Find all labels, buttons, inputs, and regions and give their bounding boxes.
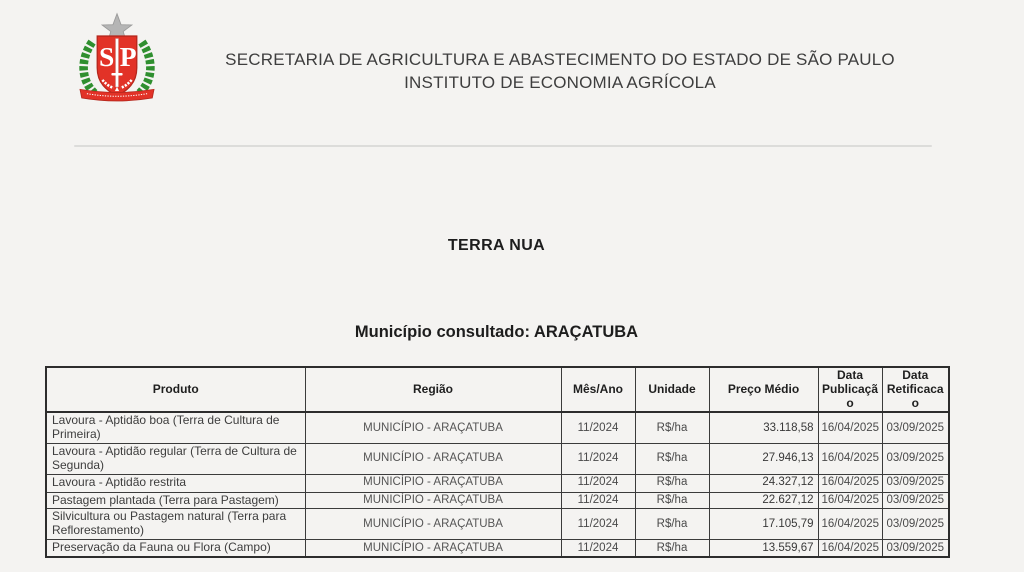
cell-unidade: R$/ha xyxy=(635,539,709,557)
org-header xyxy=(100,48,1020,94)
cell-data-publicacao: 16/04/2025 xyxy=(818,443,882,474)
col-header-data-publicacao: Data Publicação xyxy=(818,367,882,412)
table-row xyxy=(46,443,949,474)
cell-regiao: MUNICÍPIO - ARAÇATUBA xyxy=(305,412,561,443)
cell-preco-medio: 27.946,13 xyxy=(709,443,818,474)
cell-mes-ano: 11/2024 xyxy=(561,412,635,443)
cell-data-retificacao: 03/09/2025 xyxy=(882,492,949,509)
cell-preco-medio: 17.105,79 xyxy=(709,509,818,540)
cell-produto: Pastagem plantada (Terra para Pastagem) xyxy=(46,492,305,509)
cell-preco-medio: 13.559,67 xyxy=(709,539,818,557)
cell-data-retificacao: 03/09/2025 xyxy=(882,443,949,474)
cell-data-publicacao: 16/04/2025 xyxy=(818,539,882,557)
table-row xyxy=(46,474,949,492)
cell-mes-ano: 11/2024 xyxy=(561,509,635,540)
table-row xyxy=(46,509,949,540)
cell-data-publicacao: 16/04/2025 xyxy=(818,509,882,540)
col-header-mes-ano: Mês/Ano xyxy=(561,367,635,412)
cell-data-retificacao: 03/09/2025 xyxy=(882,474,949,492)
shield-letter-s: S xyxy=(99,41,115,73)
cell-unidade: R$/ha xyxy=(635,474,709,492)
table-row xyxy=(46,539,949,557)
land-price-table xyxy=(45,366,950,558)
cell-data-publicacao: 16/04/2025 xyxy=(818,492,882,509)
cell-produto: Lavoura - Aptidão boa (Terra de Cultura de Primeira) xyxy=(46,412,305,443)
cell-regiao: MUNICÍPIO - ARAÇATUBA xyxy=(305,539,561,557)
cell-mes-ano: 11/2024 xyxy=(561,443,635,474)
cell-produto: Preservação da Fauna ou Flora (Campo) xyxy=(46,539,305,557)
table-header-row xyxy=(46,367,949,412)
cell-preco-medio: 22.627,12 xyxy=(709,492,818,509)
header-divider xyxy=(74,145,932,147)
cell-unidade: R$/ha xyxy=(635,443,709,474)
cell-regiao: MUNICÍPIO - ARAÇATUBA xyxy=(305,443,561,474)
col-header-data-retificacao: Data Retificacao xyxy=(882,367,949,412)
cell-mes-ano: 11/2024 xyxy=(561,539,635,557)
col-header-regiao: Região xyxy=(305,367,561,412)
org-header-line2: INSTITUTO DE ECONOMIA AGRÍCOLA xyxy=(404,73,716,92)
cell-produto: Lavoura - Aptidão restrita xyxy=(46,474,305,492)
cell-regiao: MUNICÍPIO - ARAÇATUBA xyxy=(305,492,561,509)
org-header-line1: SECRETARIA DE AGRICULTURA E ABASTECIMENTO DO ESTADO DE SÃO PAULO xyxy=(225,50,895,69)
cell-unidade: R$/ha xyxy=(635,492,709,509)
cell-mes-ano: 11/2024 xyxy=(561,492,635,509)
cell-data-retificacao: 03/09/2025 xyxy=(882,539,949,557)
cell-data-publicacao: 16/04/2025 xyxy=(818,474,882,492)
cell-regiao: MUNICÍPIO - ARAÇATUBA xyxy=(305,474,561,492)
col-header-unidade: Unidade xyxy=(635,367,709,412)
cell-preco-medio: 33.118,58 xyxy=(709,412,818,443)
cell-produto: Silvicultura ou Pastagem natural (Terra para Reflorestamento) xyxy=(46,509,305,540)
municipality-subtitle: Município consultado: ARAÇATUBA xyxy=(354,323,639,341)
col-header-produto: Produto xyxy=(46,367,305,412)
cell-preco-medio: 24.327,12 xyxy=(709,474,818,492)
cell-produto: Lavoura - Aptidão regular (Terra de Cultura de Segunda) xyxy=(46,443,305,474)
page-title: TERRA NUA xyxy=(447,237,546,254)
cell-data-retificacao: 03/09/2025 xyxy=(882,412,949,443)
cell-data-retificacao: 03/09/2025 xyxy=(882,509,949,540)
cell-unidade: R$/ha xyxy=(635,509,709,540)
cell-data-publicacao: 16/04/2025 xyxy=(818,412,882,443)
cell-unidade: R$/ha xyxy=(635,412,709,443)
table-row xyxy=(46,492,949,509)
shield-letter-p: P xyxy=(119,41,137,73)
col-header-preco-medio: Preço Médio xyxy=(709,367,818,412)
table-row xyxy=(46,412,949,443)
wreath-left xyxy=(84,42,98,96)
cell-regiao: MUNICÍPIO - ARAÇATUBA xyxy=(305,509,561,540)
cell-mes-ano: 11/2024 xyxy=(561,474,635,492)
